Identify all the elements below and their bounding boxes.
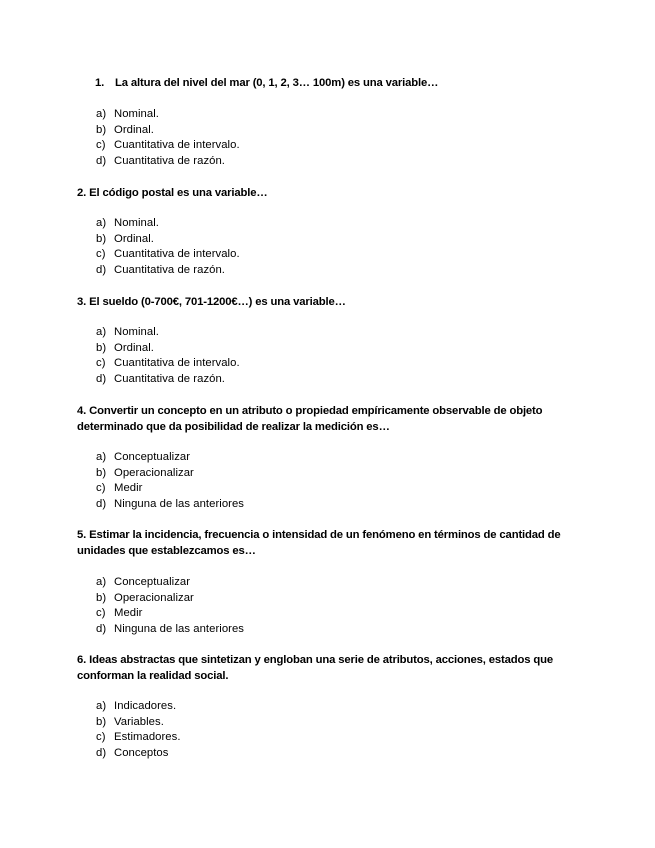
option-text: Operacionalizar [114, 466, 194, 479]
option-letter: b) [96, 341, 107, 354]
option-text: Conceptualizar [114, 451, 191, 463]
option-letter: d) [96, 154, 107, 167]
option-letter: d) [96, 746, 107, 759]
option-letter: b) [96, 591, 107, 604]
question-number: 2. [77, 187, 87, 199]
option-letter: a) [96, 576, 107, 588]
option-letter: a) [96, 326, 107, 338]
option-text: Cuantitativa de intervalo. [114, 139, 240, 152]
option-c [96, 247, 240, 263]
option-a [96, 450, 244, 466]
option-c [96, 730, 181, 746]
option-text: Medir [114, 482, 143, 495]
option-a [96, 325, 240, 341]
option-letter: a) [96, 451, 107, 463]
question-statement: El código postal es una variable… [89, 187, 268, 199]
option-text: Indicadores. [114, 700, 177, 712]
option-letter: b) [96, 123, 107, 136]
option-text: Medir [114, 607, 143, 620]
option-letter: a) [96, 700, 107, 712]
option-letter: c) [96, 607, 106, 620]
option-text: Nominal. [114, 217, 159, 229]
option-text: Conceptualizar [114, 576, 191, 588]
option-c [96, 356, 240, 372]
option-a [96, 575, 244, 591]
option-d [96, 497, 244, 513]
option-c [96, 481, 244, 497]
option-b [96, 341, 240, 357]
option-text: Nominal. [114, 108, 159, 120]
question-3 [77, 295, 587, 311]
question-statement: El sueldo (0-700€, 701-1200€…) es una variable… [89, 296, 346, 308]
option-d [96, 746, 181, 762]
question-number: 5. [77, 529, 87, 541]
option-a [96, 699, 181, 715]
option-c [96, 606, 244, 622]
option-letter: c) [96, 248, 106, 261]
question-2-text [77, 186, 587, 202]
option-letter: d) [96, 497, 107, 510]
option-letter: c) [96, 731, 106, 744]
option-letter: a) [96, 108, 107, 120]
option-text: Variables. [114, 715, 164, 728]
option-a [96, 107, 240, 123]
question-6-text [77, 653, 587, 684]
option-b [96, 715, 181, 731]
question-2 [77, 186, 587, 202]
option-b [96, 232, 240, 248]
question-6 [77, 653, 587, 684]
question-5 [77, 528, 587, 559]
option-d [96, 263, 240, 279]
question-number: 1. [95, 77, 105, 89]
option-text: Operacionalizar [114, 591, 194, 604]
question-statement: La altura del nivel del mar (0, 1, 2, 3… 100m) es una variable… [115, 77, 439, 89]
question-6-options [96, 699, 181, 761]
option-letter: c) [96, 139, 106, 152]
question-statement: Ideas abstractas que sintetizan y engloban una serie de atributos, acciones, estados que conforman la realidad social. [77, 654, 554, 682]
option-text: Cuantitativa de intervalo. [114, 248, 240, 261]
option-text: Conceptos [114, 746, 169, 759]
option-text: Cuantitativa de intervalo. [114, 357, 240, 370]
question-4-options [96, 450, 244, 512]
option-b [96, 591, 244, 607]
option-b [96, 123, 240, 139]
option-letter: d) [96, 622, 107, 635]
question-1-text [77, 76, 587, 92]
question-3-text [77, 295, 587, 311]
option-letter: c) [96, 482, 106, 495]
option-d [96, 372, 240, 388]
option-letter: c) [96, 357, 106, 370]
option-text: Ordinal. [114, 123, 154, 136]
option-letter: b) [96, 715, 107, 728]
option-letter: d) [96, 263, 107, 276]
question-4 [77, 404, 587, 435]
question-2-options [96, 216, 240, 278]
option-text: Nominal. [114, 326, 159, 338]
option-text: Ninguna de las anteriores [114, 622, 244, 635]
option-text: Ordinal. [114, 232, 154, 245]
option-c [96, 138, 240, 154]
question-3-options [96, 325, 240, 387]
option-text: Estimadores. [114, 731, 181, 744]
question-statement: Convertir un concepto en un atributo o propiedad empíricamente observable de objeto determinado que da posibilidad de realizar la medición es… [77, 405, 543, 433]
option-text: Cuantitativa de razón. [114, 372, 225, 385]
option-letter: b) [96, 232, 107, 245]
option-letter: d) [96, 372, 107, 385]
question-statement: Estimar la incidencia, frecuencia o intensidad de un fenómeno en términos de cantidad de unidades que establezcamos es… [77, 529, 561, 557]
option-letter: a) [96, 217, 107, 229]
question-1 [77, 76, 587, 92]
option-text: Ninguna de las anteriores [114, 497, 244, 510]
question-number: 3. [77, 296, 87, 308]
question-1-options [96, 107, 240, 169]
option-d [96, 622, 244, 638]
question-5-options [96, 575, 244, 637]
option-b [96, 466, 244, 482]
question-number: 6. [77, 654, 87, 666]
option-letter: b) [96, 466, 107, 479]
option-text: Cuantitativa de razón. [114, 263, 225, 276]
option-a [96, 216, 240, 232]
question-5-text [77, 528, 587, 559]
option-text: Cuantitativa de razón. [114, 154, 225, 167]
question-number: 4. [77, 405, 87, 417]
option-text: Ordinal. [114, 341, 154, 354]
question-4-text [77, 404, 587, 435]
option-d [96, 154, 240, 170]
